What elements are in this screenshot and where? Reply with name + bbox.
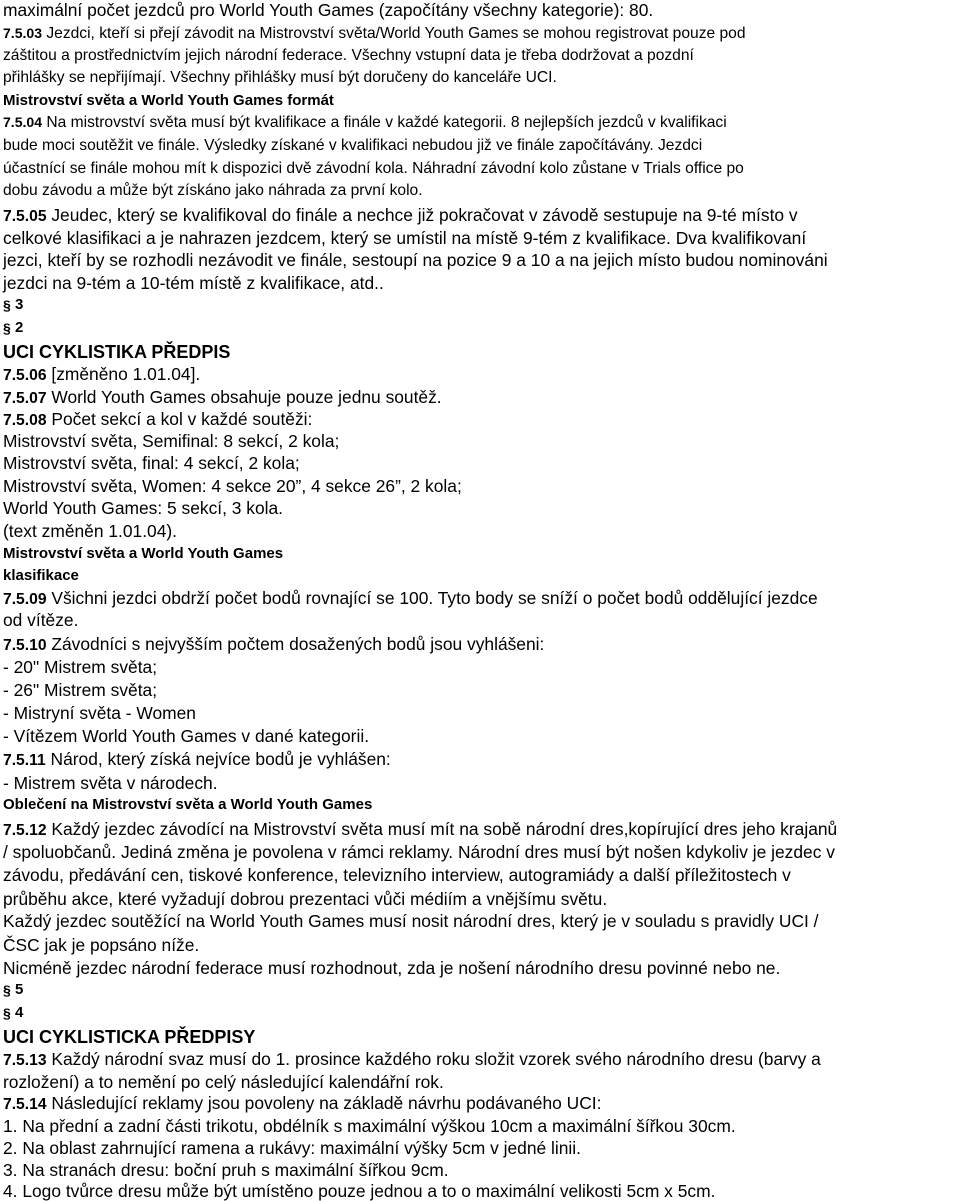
line-text: celkové klasifikaci a je nahrazen jezdcem, který se umístil na místě 9-tém z kvalifikace. Dva kvalifikovaní [3, 228, 807, 248]
text-line [3, 844, 835, 861]
svg-text:§: § [3, 982, 11, 997]
section-heading: UCI CYKLISTICKA PŘEDPISY [3, 1027, 256, 1047]
line-text: - Mistrem světa v národech. [3, 773, 218, 793]
line-text: 2. Na oblast zahrnující ramena a rukávy: maximální výšky 5cm v jedné linii. [3, 1138, 581, 1158]
line-text: závodu, předávání cen, tiskové konference, televizního interview, autogramiády a další příležitostech v [3, 865, 791, 885]
rule-paragraph-line [3, 590, 818, 608]
section-sign-icon [3, 983, 13, 997]
subheading: Oblečení na Mistrovství světa a World Youth Games [3, 796, 373, 813]
line-text: Jezdci, kteří si přejí závodit na Mistrovství světa/World Youth Games se mohou registrovat pouze pod [42, 25, 746, 42]
line-text: / spoluobčanů. Jediná změna je povolena v rámci reklamy. Národní dres musí být nošen kdykoliv je jezdec v [3, 842, 835, 862]
subheading: Mistrovství světa a World Youth Games formát [3, 92, 334, 109]
rule-number: 7.5.09 [3, 591, 47, 608]
text-line [3, 937, 199, 954]
text-line [3, 70, 557, 86]
text-line [3, 612, 78, 629]
line-text: ČSC jak je popsáno níže. [3, 935, 200, 955]
text-line [3, 1118, 736, 1135]
text-line [3, 960, 780, 977]
line-text: - 20" Mistrem světa; [3, 657, 158, 677]
text-line [3, 728, 369, 745]
section-number: 4 [15, 1004, 24, 1021]
text-line [3, 275, 384, 292]
section-sign-icon [3, 298, 13, 312]
rule-number: 7.5.14 [3, 1096, 47, 1113]
line-text: Každý jezdec závodící na Mistrovství světa musí mít na sobě národní dres,kopírující dres jeho krajanů [46, 819, 838, 839]
text-line [3, 252, 828, 269]
section-sign-icon [3, 1006, 13, 1020]
rule-paragraph-line [3, 26, 746, 42]
rule-number: 7.5.08 [3, 412, 47, 429]
rule-paragraph-line [3, 821, 837, 839]
text-line [3, 433, 339, 450]
section-marker [3, 982, 23, 997]
line-text: [změněno 1.01.04]. [46, 364, 201, 384]
line-text: Mistrovství světa, Women: 4 sekce 20”, 4 sekce 26”, 2 kola; [3, 476, 462, 496]
line-text: přihlášky se nepřijímají. Všechny přihlášky musí být doručeny do kanceláře UCI. [3, 69, 557, 86]
text-line [3, 161, 744, 177]
rule-paragraph-line [3, 411, 312, 429]
line-text: účastnící se finále mohou mít k dispozici dvě závodní kola. Náhradní závodní kolo zůstane v Trials office po [3, 160, 744, 177]
line-text: Mistrovství světa, final: 4 sekcí, 2 kola; [3, 453, 300, 473]
rule-number: 7.5.03 [3, 25, 43, 41]
rule-number: 7.5.13 [3, 1052, 47, 1069]
text-line [3, 659, 157, 676]
section-number: 3 [15, 296, 24, 313]
rule-number: 7.5.12 [3, 822, 47, 839]
line-text: Nicméně jezdec národní federace musí rozhodnout, zda je nošení národního dresu povinné nebo ne. [3, 958, 781, 978]
rule-paragraph-line [3, 636, 544, 654]
line-text: Jeudec, který se kvalifikoval do finále a nechce již pokračovat v závodě sestupuje na 9-té místo v [46, 205, 798, 225]
line-text: Závodníci s nejvyšším počtem dosažených bodů jsou vyhlášeni: [46, 634, 545, 654]
line-text: 4. Logo tvůrce dresu může být umístěno pouze jednou a to o maximální velikosti 5cm x 5cm. [3, 1181, 716, 1201]
rule-paragraph-line [3, 389, 442, 407]
line-text: od vítěze. [3, 610, 79, 630]
text-line [3, 523, 177, 540]
rule-paragraph-line [3, 1095, 601, 1113]
section-number: 5 [15, 981, 24, 998]
rule-paragraph-line [3, 207, 798, 225]
text-line [3, 1162, 449, 1179]
line-text: 3. Na stranách dresu: boční pruh s maximální šířkou 9cm. [3, 1160, 449, 1180]
rule-number: 7.5.10 [3, 637, 47, 654]
line-text: Všichni jezdci obdrží počet bodů rovnající se 100. Tyto body se sníží o počet bodů oddělující jezdce [46, 588, 818, 608]
subheading: Mistrovství světa a World Youth Games [3, 545, 284, 562]
line-text: jezci, kteří by se rozhodli nezávodit ve finále, sestoupí na pozice 9 a 10 a na jejich místo budou nominováni [3, 250, 828, 270]
section-number: 2 [15, 319, 24, 336]
text-line [3, 500, 283, 517]
line-text: jezdci na 9-tém a 10-tém místě z kvalifikace, atd.. [3, 273, 384, 293]
subheading: klasifikace [3, 567, 79, 584]
text-line [3, 705, 196, 722]
text-line [3, 138, 702, 154]
line-text: Každý národní svaz musí do 1. prosince každého roku složit vzorek svého národního dresu (barvy a [46, 1049, 821, 1069]
rule-number: 7.5.11 [3, 752, 46, 769]
line-text: průběhu akce, které vyžadují dobrou prezentaci vůči médiím a vnějšímu světu. [3, 889, 608, 909]
line-text: World Youth Games obsahuje pouze jednu soutěž. [46, 387, 442, 407]
line-text: Následující reklamy jsou povoleny na základě návrhu podávaného UCI: [46, 1093, 602, 1113]
section-sign-icon [3, 321, 13, 335]
line-text: 1. Na přední a zadní části trikotu, obdélník s maximální výškou 10cm a maximální šířkou 30cm. [3, 1116, 736, 1136]
rule-paragraph-line [3, 751, 391, 769]
text-line [3, 230, 806, 247]
text-line [3, 775, 218, 792]
rule-paragraph-line [3, 115, 727, 131]
text-line [3, 2, 653, 19]
svg-text:§: § [3, 297, 11, 312]
line-text: - Mistryní světa - Women [3, 703, 196, 723]
section-heading: UCI CYKLISTIKA PŘEDPIS [3, 342, 231, 362]
rule-number: 7.5.06 [3, 367, 47, 384]
line-text: Každý jezdec soutěžící na World Youth Games musí nosit národní dres, který je v souladu s pravidly UCI / [3, 911, 819, 931]
svg-text:§: § [3, 320, 11, 335]
text-line [3, 478, 462, 495]
text-line [3, 1074, 444, 1091]
rule-paragraph-line [3, 1051, 821, 1069]
line-text: Národ, který získá nejvíce bodů je vyhlášen: [45, 749, 391, 769]
rule-paragraph-line [3, 366, 200, 384]
text-line [3, 455, 300, 472]
line-text: - 26" Mistrem světa; [3, 680, 158, 700]
text-line [3, 682, 157, 699]
line-text: rozložení) a to nemění po celý následující kalendářní rok. [3, 1072, 444, 1092]
text-line [3, 891, 607, 908]
text-line [3, 913, 819, 930]
line-text: - Vítězem World Youth Games v dané kategorii. [3, 726, 370, 746]
section-marker [3, 320, 23, 335]
text-line [3, 1140, 581, 1157]
line-text: Na mistrovství světa musí být kvalifikace a finále v každé kategorii. 8 nejlepších jezdců v kvalifikaci [42, 114, 727, 131]
line-text: Mistrovství světa, Semifinal: 8 sekcí, 2 kola; [3, 431, 340, 451]
line-text: bude moci soutěžit ve finále. Výsledky získané v kvalifikaci nebudou již ve finále započítávány. Jezdci [3, 137, 703, 154]
rule-number: 7.5.05 [3, 208, 47, 225]
section-marker [3, 297, 23, 312]
line-text: dobu závodu a může být získáno jako náhrada za první kolo. [3, 182, 423, 199]
text-line [3, 867, 791, 884]
text-line [3, 183, 423, 199]
svg-text:§: § [3, 1005, 11, 1020]
text-line [3, 48, 694, 64]
line-text: World Youth Games: 5 sekcí, 3 kola. [3, 498, 284, 518]
section-marker [3, 1005, 23, 1020]
rule-number: 7.5.04 [3, 114, 43, 130]
line-text: záštitou a prostřednictvím jejich národní federace. Všechny vstupní data je třeba dodržovat a pozdní [3, 47, 694, 64]
line-text: Počet sekcí a kol v každé soutěži: [46, 409, 313, 429]
line-text: (text změněn 1.01.04). [3, 521, 177, 541]
line-text: maximální počet jezdců pro World Youth Games (započítány všechny kategorie): 80. [3, 0, 654, 20]
rule-number: 7.5.07 [3, 390, 47, 407]
